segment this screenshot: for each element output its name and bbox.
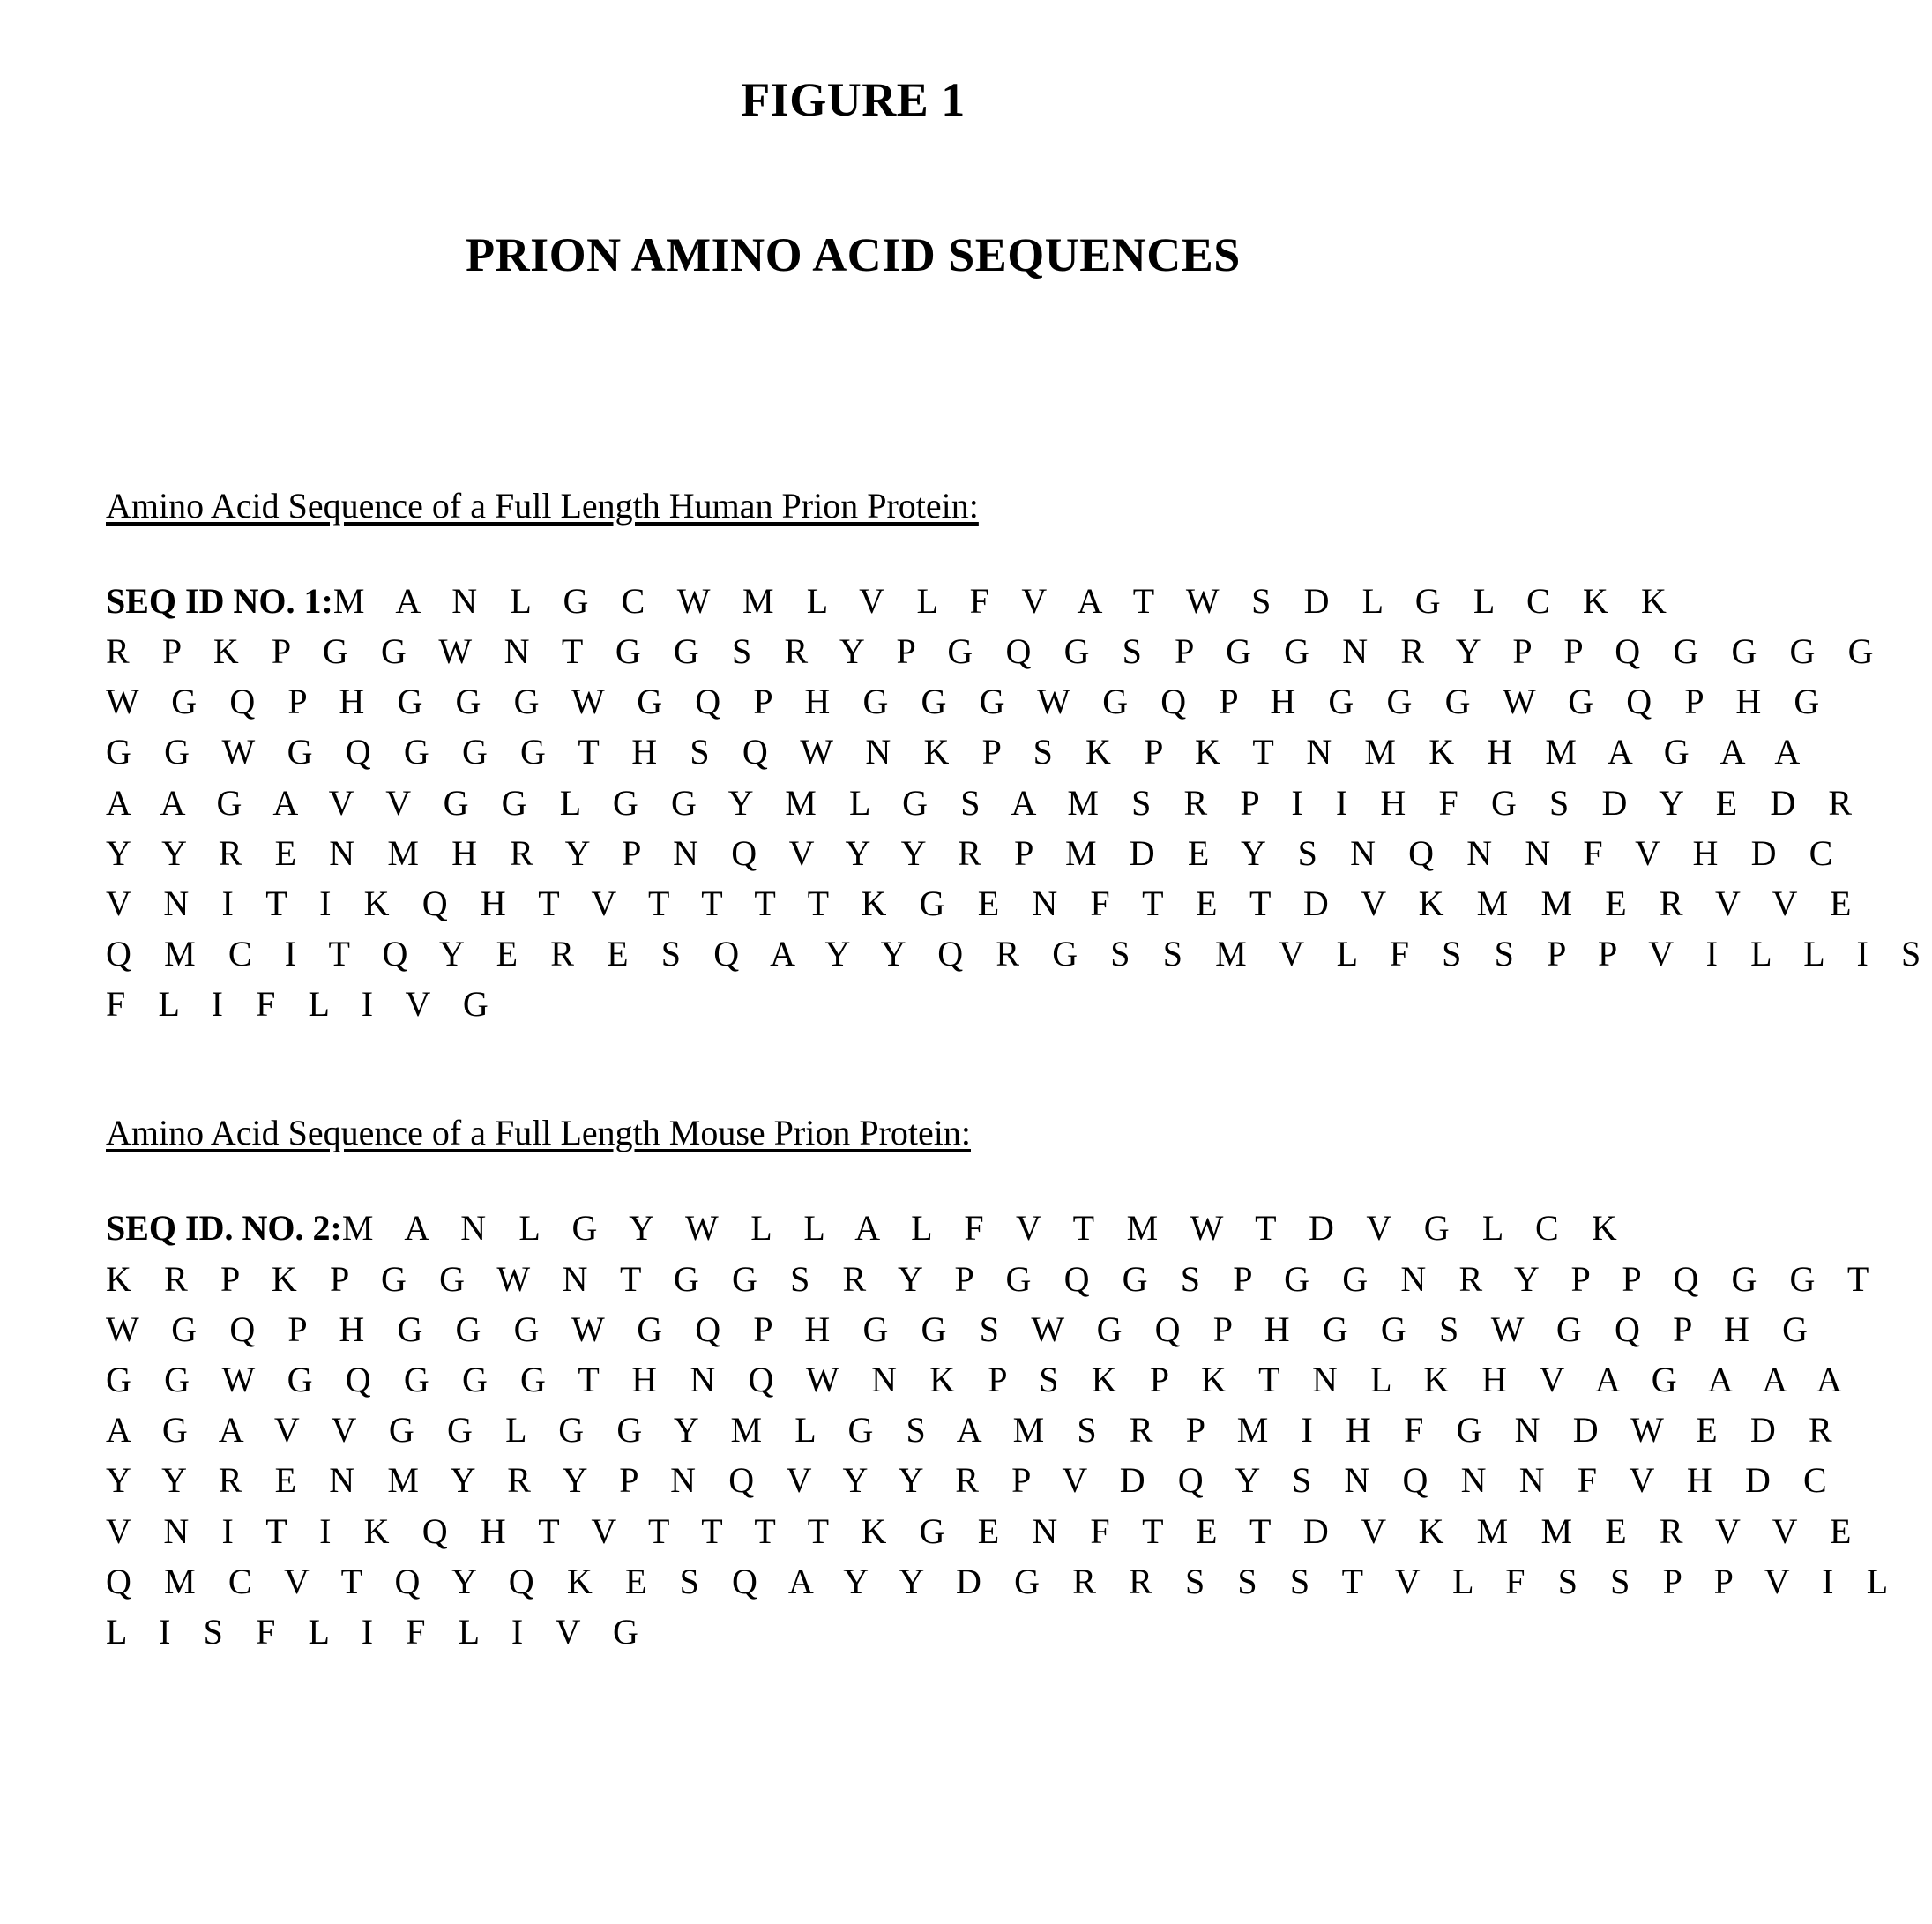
sequence-line: K R P K P G G W N T G G S R Y P G Q G S P G G N R Y P P Q G G T [106,1258,1881,1299]
sequence-line: W G Q P H G G G W G Q P H G G S W G Q P H G G S W G Q P H G [106,1309,1820,1349]
section-heading-mouse: Amino Acid Sequence of a Full Length Mouse Prion Protein: [106,1113,971,1153]
section-human-prion [106,485,1932,1030]
sequence-block-human [106,576,1932,1030]
sequence-line: G G W G Q G G G T H N Q W N K P S K P K T N L K H V A G A A A [106,1360,1854,1400]
sequence-block-mouse [106,1203,1900,1657]
sequence-line: G G W G Q G G G T H S Q W N K P S K P K T N M K H M A G A A [106,732,1812,772]
sequence-line: V N I T I K Q H T V T T T T K G E N F T E T D V K M M E R V V E [106,883,1863,923]
heading-sequence-spacer [106,526,1600,576]
sequence-line: V N I T I K Q H T V T T T T K G E N F T E T D V K M M E R V V E [106,1510,1863,1551]
seq-id-label-1: SEQ ID NO. 1: [106,580,333,621]
figure-subtitle: PRION AMINO ACID SEQUENCES [466,228,1241,282]
sequence-line: M A N L G C W M L V L F V A T W S D L G L C K K [332,580,1679,621]
sequence-line: W G Q P H G G G W G Q P H G G G W G Q P H G G G W G Q P H G [106,682,1831,722]
sequence-line: L I S F L I F L I V G [106,1611,651,1652]
sequence-line: Y Y R E N M Y R Y P N Q V Y Y R P V D Q Y S N Q N N F V H D C [106,1460,1839,1501]
sequence-first-line-mouse [106,1203,1629,1253]
figure-title: FIGURE 1 [741,73,966,126]
heading-sequence-spacer [106,1153,1600,1203]
sequence-line: Q M C V T Q Y Q K E S Q A Y Y D G R R S S S T V L F S S P P V I L [106,1561,1900,1601]
sequence-line: F L I F L I V G [106,984,500,1025]
sequence-line: Y Y R E N M H R Y P N Q V Y Y R P M D E Y S N Q N N F V H D C [106,832,1845,873]
section-gap-spacer [106,1029,1600,1112]
sequence-line: A G A V V G G L G G Y M L G S A M S R P M I H F G N D W E D R [106,1410,1844,1450]
sequence-line: M A N L G Y W L L A L F V T M W T D V G L C K [341,1208,1629,1249]
sequence-line: Q M C I T Q Y E R E S Q A Y Y Q R G S S M V L F S S P P V I L L I S [106,934,1932,974]
sequence-first-line-human [106,576,1679,626]
title-body-spacer [106,282,1600,485]
seq-id-label-2: SEQ ID. NO. 2: [106,1208,342,1249]
section-heading-human: Amino Acid Sequence of a Full Length Human Prion Protein: [106,485,979,526]
sequence-line: A A G A V V G G L G G Y M L G S A M S R P I I H F G S D Y E D R [106,782,1864,823]
section-mouse-prion [106,1112,1900,1657]
sequence-line: R P K P G G W N T G G S R Y P G Q G S P G G N R Y P P Q G G G G [106,630,1885,671]
